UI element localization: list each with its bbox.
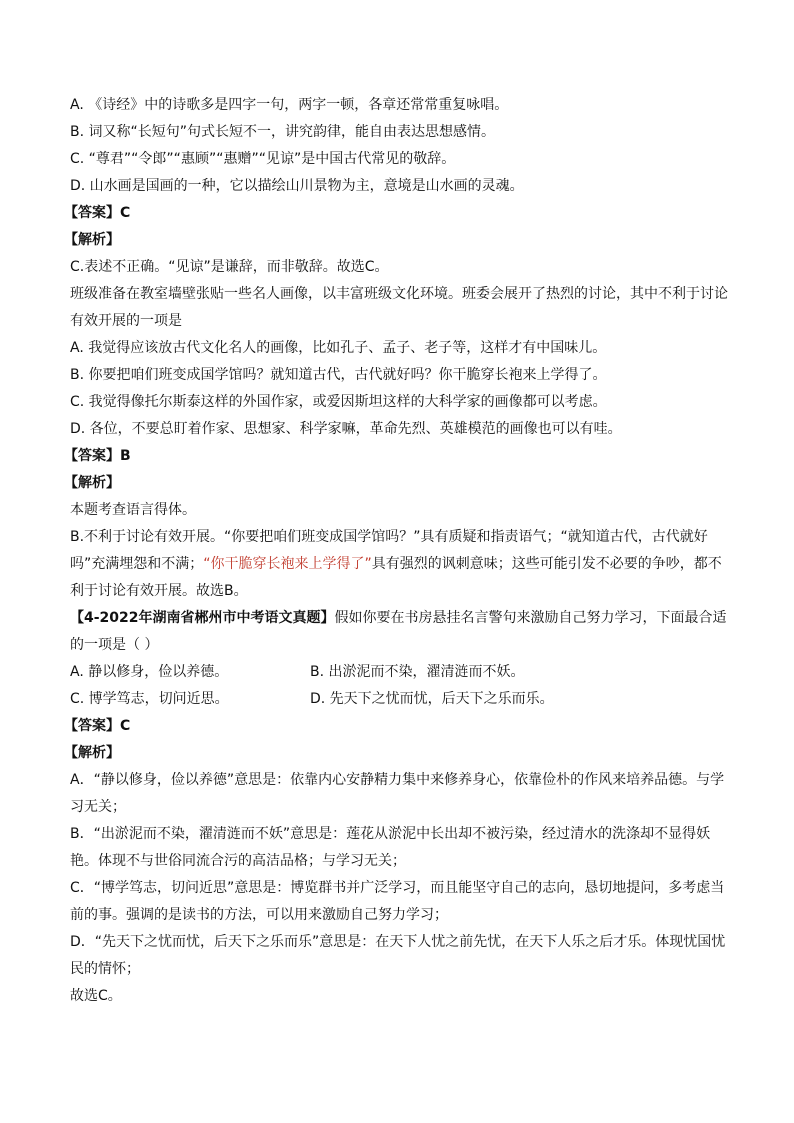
q1-option-b: B. 词又称“长短句”句式长短不一，讲究韵律，能自由表达思想感情。 — [70, 124, 496, 140]
document-body — [64, 92, 730, 1010]
q1-option-d: D. 山水画是国画的一种，它以描绘山川景物为主，意境是山水画的灵魂。 — [70, 178, 524, 194]
q3-source: 【4-2022年湖南省郴州市中考语文真题】 — [70, 610, 335, 626]
q2-option-b: B. 你要把咱们班变成国学馆吗？就知道古代，古代就好吗？你干脆穿长袍来上学得了。 — [70, 367, 607, 383]
q1-analysis: C.表述不正确。“见谅”是谦辞，而非敬辞。故选C。 — [70, 259, 389, 275]
q3-conclusion: 故选C。 — [70, 988, 122, 1004]
q3-option-c: C. 博学笃志，切问近思。 — [70, 691, 229, 707]
q3-analysis-b: B．“出淤泥而不染，濯清涟而不妖”意思是：莲花从淤泥中长出却不被污染，经过清水的洗涤却不显得妖艳。体现不与世俗同流合污的高洁品格；与学习无关； — [70, 826, 711, 869]
q2-answer: 【答案】B — [64, 448, 131, 464]
q2-analysis-part1: B.不利于讨论有效开展。“你要把咱们班变成国学馆吗？”具有质疑和指责语气；“就知道古代，古代就好吗”充满埋怨和不满； — [70, 529, 708, 572]
q2-option-a: A. 我觉得应该放古代文化名人的画像，比如孔子、孟子、老子等，这样才有中国味儿。 — [70, 340, 607, 356]
q2-analysis — [70, 524, 730, 605]
q2-stem: 班级准备在教室墙壁张贴一些名人画像，以丰富班级文化环境。班委会展开了热烈的讨论，其中不利于讨论有效开展的一项是 — [70, 286, 728, 329]
q1-option-a: A. 《诗经》中的诗歌多是四字一句，两字一顿，各章还常常重复咏唱。 — [70, 97, 509, 113]
q1-answer: 【答案】C — [64, 205, 131, 221]
q3-answer: 【答案】C — [64, 718, 131, 734]
q3-options-row-1 — [70, 659, 730, 686]
q2-analysis-part2: 具有强烈的讽刺意味；这些可能引发不必要的争吵，都不利于讨论有效开展。故选B。 — [70, 556, 722, 599]
q2-analysis-intro: 本题考查语言得体。 — [70, 502, 196, 518]
q3-stem-block — [70, 605, 730, 659]
q2-option-d: D. 各位，不要总盯着作家、思想家、科学家嘛，革命先烈、英雄模范的画像也可以有哇。 — [70, 421, 622, 437]
q3-option-a: A. 静以修身，俭以养德。 — [70, 664, 229, 680]
q3-analysis-d: D．“先天下之忧而忧，后天下之乐而乐”意思是：在天下人忧之前先忧，在天下人乐之后才乐。体现忧国忧民的情怀； — [70, 934, 726, 977]
q3-analysis-a: A．“静以修身，俭以养德”意思是：依靠内心安静精力集中来修养身心，依靠俭朴的作风来培养品德。与学习无关； — [70, 772, 725, 815]
q1-option-c: C. “尊君”“令郎”“惠顾”“惠赠”“见谅”是中国古代常见的敬辞。 — [70, 151, 456, 167]
q2-analysis-label: 【解析】 — [64, 475, 120, 491]
q3-analysis-label: 【解析】 — [64, 745, 120, 761]
q3-analysis-c: C．“博学笃志，切问近思”意思是：博览群书并广泛学习，而且能坚守自己的志向，恳切地提问，多考虑当前的事。强调的是读书的方法，可以用来激励自己努力学习； — [70, 880, 725, 923]
q3-stem: 假如你要在书房悬挂名言警句来激励自己努力学习，下面最合适的一项是（ ） — [70, 610, 727, 653]
q3-option-b: B. 出淤泥而不染，濯清涟而不妖。 — [310, 664, 525, 680]
q3-options-row-2 — [70, 686, 730, 713]
q2-option-c: C. 我觉得像托尔斯泰这样的外国作家，或爱因斯坦这样的大科学家的画像都可以考虑。 — [70, 394, 607, 410]
q3-option-d: D. 先天下之忧而忧，后天下之乐而乐。 — [310, 691, 554, 707]
q2-analysis-highlight: “你干脆穿长袍来上学得了” — [203, 556, 372, 572]
q1-analysis-label: 【解析】 — [64, 232, 120, 248]
